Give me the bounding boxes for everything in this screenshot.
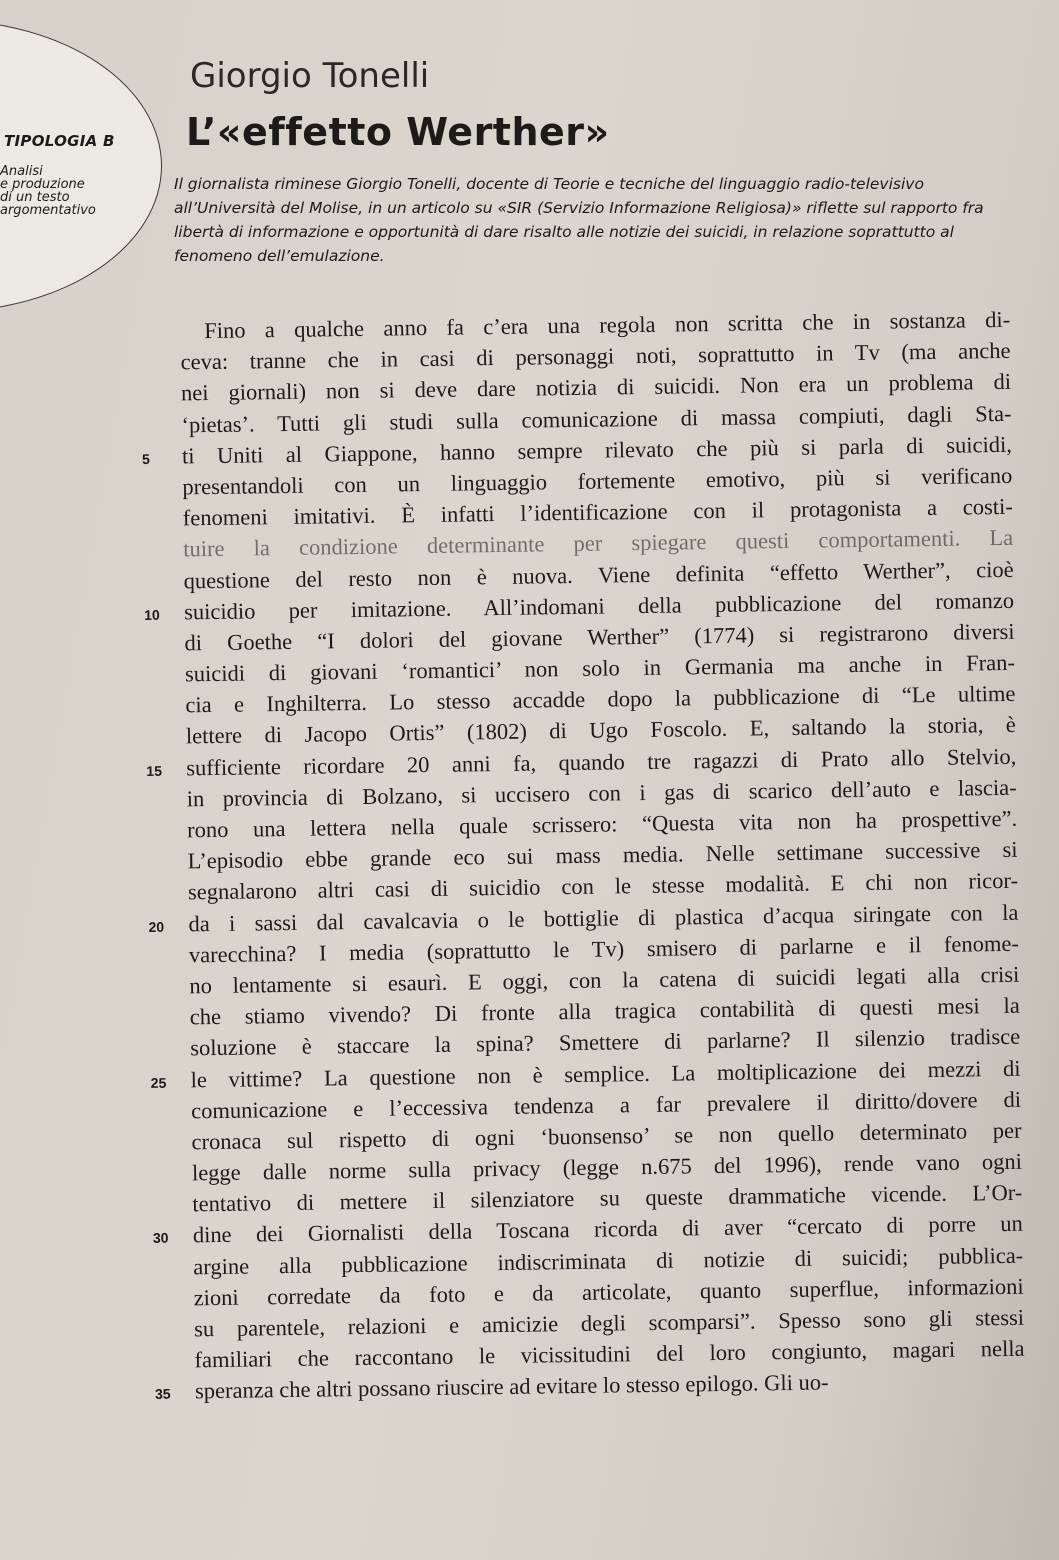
line-number [155, 1368, 195, 1369]
line-text: le vittime? La questione non è semplice. La moltiplicazione dei mezzi di [190, 1055, 1021, 1092]
line-text: segnalarono altri casi di suicidio con le stesse modalità. E chi non ricor- [187, 868, 1019, 905]
line-text: tentativo di mettere il silenziatore su queste drammatiche vicende. L’Or- [192, 1180, 1023, 1217]
line-text: argine alla pubblicazione indiscriminata di notizie di suicidi; pubblica- [193, 1242, 1024, 1279]
line-text: ceva: tranne che in casi di personaggi noti, soprattutto in Tv (ma anche [180, 338, 1011, 375]
line-text: tuire la condizione determinante per spiegare questi comportamenti. La [183, 525, 1014, 562]
line-text: comunicazione e l’eccessiva tendenza a far prevalere il diritto/dovere di [190, 1086, 1022, 1124]
line-number [141, 401, 181, 402]
line-number [145, 681, 185, 682]
typology-line: Analisi [0, 164, 43, 179]
line-number: 35 [154, 1386, 171, 1403]
line-text: suicidio per imitazione. All’indomani della pubblicazione del romanzo [183, 587, 1015, 625]
line-number [140, 338, 180, 339]
line-number [152, 1180, 192, 1181]
line-number [142, 494, 182, 495]
line-text: che stiamo vivendo? Di fronte alla tragica contabilità di questi mesi la [189, 992, 1020, 1030]
line-text: questione del resto non è nuova. Viene definita “effetto Werther”, cioè [183, 556, 1014, 593]
line-text: Fino a qualche anno fa c’era una regola non scritta che in sostanza di- [204, 306, 1011, 344]
line-text: su parentele, relazioni e amicizie degli scomparsi”. Spesso sono gli stessi [193, 1304, 1025, 1342]
line-number [141, 370, 181, 371]
line-text: L’episodio ebbe grande eco sui mass media. Nelle settimane successive si [187, 836, 1018, 874]
line-number [153, 1212, 193, 1213]
line-number: 25 [150, 1074, 167, 1091]
line-text: zioni corredate da foto e da articolate, quanto superflue, informazioni [193, 1273, 1024, 1311]
line-number: 5 [141, 450, 150, 467]
line-number: 30 [152, 1230, 169, 1247]
line-number: 20 [148, 918, 165, 935]
line-text: suicidi di giovani ‘romantici’ non solo in Germania ma anche in Fran- [184, 649, 1016, 687]
line-number [149, 962, 189, 963]
line-text: soluzione è staccare la spina? Smettere di parlarne? Il silenzio tradisce [190, 1024, 1021, 1061]
line-number [148, 900, 188, 901]
line-number [151, 1118, 191, 1119]
line-text: legge dalle norme sulla privacy (legge n.675 del 1996), rende vano ogni [191, 1148, 1023, 1186]
line-text: presentandoli con un linguaggio fortemente emotivo, più si verificano [182, 462, 1013, 500]
line-text: in provincia di Bolzano, si uccisero con i gas di scarico dell’auto e lascia- [186, 774, 1017, 812]
line-text: ti Uniti al Giappone, hanno sempre rilevato che più si parla di suicidi, [181, 431, 1013, 469]
line-number [149, 993, 189, 994]
line-number [146, 713, 186, 714]
line-text: nei giornali) non si deve dare notizia di suicidi. Non era un problema di [180, 369, 1012, 406]
typology-description [0, 165, 96, 217]
line-text: lettere di Jacopo Ortis” (1802) di Ugo Foscolo. E, saltando la storia, è [185, 712, 1016, 749]
line-text: familiari che raccontano le vicissitudini del loro congiunto, magari nella [194, 1335, 1025, 1373]
line-number [143, 557, 183, 558]
line-text: di Goethe “I dolori del giovane Werther” (1774) si registrarono diversi [184, 618, 1015, 656]
article-body [140, 304, 1025, 1408]
line-number [152, 1149, 192, 1150]
line-text: varecchina? I media (soprattutto le Tv) smisero di parlarne e il fenome- [188, 930, 1020, 968]
line-text: speranza che altri possano riuscire ad evitare lo stesso epilogo. Gli uo- [194, 1369, 829, 1404]
line-number: 10 [144, 606, 160, 623]
article-title: L’«effetto Werther» [186, 110, 610, 154]
typology-line: argomentativo [0, 203, 96, 218]
line-number: 15 [146, 762, 163, 779]
line-number [148, 869, 188, 870]
typology-line: di un testo [0, 190, 70, 205]
line-number [154, 1336, 194, 1337]
line-number [150, 1056, 190, 1057]
line-text: fenomeni imitativi. È infatti l’identificazione con il protagonista a costi- [182, 493, 1013, 531]
line-text: no lentamente si esaurì. E oggi, con la catena di suicidi legati alla crisi [189, 961, 1020, 999]
line-number [144, 588, 184, 589]
line-number [147, 837, 187, 838]
typology-label: TIPOLOGIA B [4, 132, 115, 150]
intro-paragraph: Il giornalista riminese Giorgio Tonelli, docente di Teorie e tecniche del linguaggio radio-televisivo all’Università del Molise, in un articolo su «SIR (Servizio Informazione Religiosa)» riflette sul rapporto fra libertà di informazione e opportunità di dare risalto alle notizie dei suicidi, in relazione soprattutto al fenomeno dell’emulazione. [174, 175, 984, 265]
line-number [145, 650, 185, 651]
line-number [154, 1305, 194, 1306]
typology-line: e produzione [0, 177, 85, 192]
line-number [150, 1024, 190, 1025]
line-number [143, 526, 183, 527]
line-text: da i sassi dal cavalcavia o le bottiglie di plastica d’acqua siringate con la [188, 899, 1019, 936]
line-text: dine dei Giornalisti della Toscana ricorda di aver “cercato di porre un [192, 1211, 1023, 1248]
line-text: sufficiente ricordare 20 anni fa, quando tre ragazzi di Prato allo Stelvio, [186, 743, 1017, 781]
line-text: cronaca sul rispetto di ogni ‘buonsenso’ se non quello determinato per [191, 1117, 1022, 1155]
line-number [146, 744, 186, 745]
line-text: rono una lettera nella quale scrissero: “Questa vita non ha prospettive”. [187, 805, 1018, 843]
line-number [147, 806, 187, 807]
line-text: cia e Inghilterra. Lo stesso accadde dopo la pubblicazione di “Le ultime [185, 681, 1016, 718]
line-text: ‘pietas’. Tutti gli studi sulla comunicazione di massa compiuti, dagli Sta- [181, 400, 1012, 437]
line-number [142, 432, 182, 433]
line-number [153, 1274, 193, 1275]
author-name: Giorgio Tonelli [190, 56, 430, 96]
